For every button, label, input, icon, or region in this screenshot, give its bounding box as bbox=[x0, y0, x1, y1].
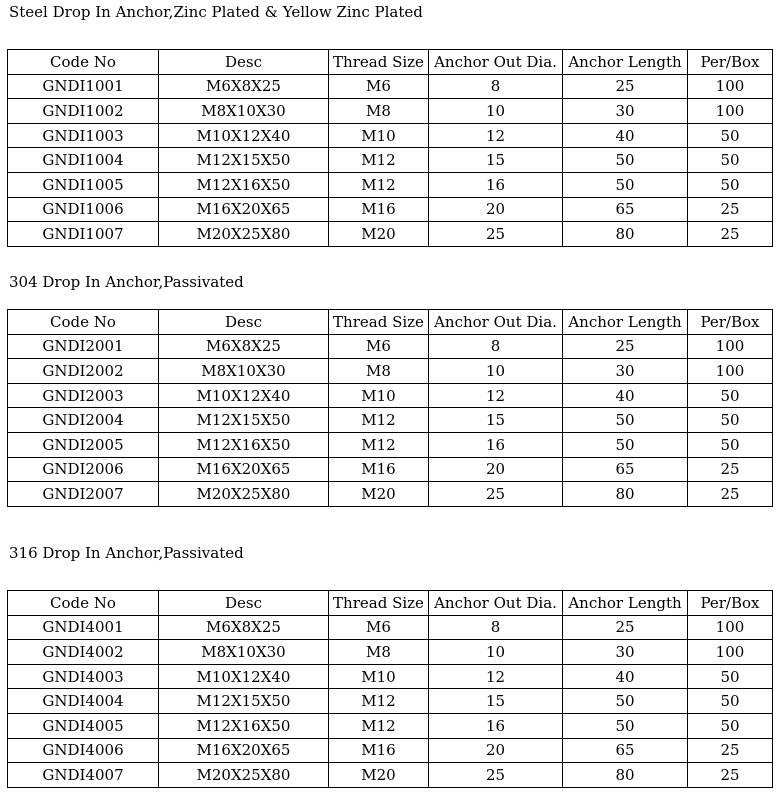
table-cell: M12 bbox=[329, 713, 429, 738]
column-header: Desc bbox=[159, 310, 329, 335]
table-cell: M12X16X50 bbox=[159, 432, 329, 457]
table-row bbox=[8, 222, 773, 247]
table-row bbox=[8, 148, 773, 173]
table-cell: 50 bbox=[688, 664, 773, 689]
table-row bbox=[8, 123, 773, 148]
spec-table bbox=[7, 49, 773, 247]
table-cell: 20 bbox=[429, 197, 563, 222]
table-cell: GNDI4004 bbox=[8, 689, 159, 714]
table-cell: M16 bbox=[329, 197, 429, 222]
table-cell: GNDI2006 bbox=[8, 457, 159, 482]
table-cell: 8 bbox=[429, 334, 563, 359]
table-cell: 10 bbox=[429, 359, 563, 384]
table-cell: GNDI2003 bbox=[8, 383, 159, 408]
table-cell: M16X20X65 bbox=[159, 197, 329, 222]
column-header: Anchor Out Dia. bbox=[429, 310, 563, 335]
table-cell: 50 bbox=[563, 408, 688, 433]
table-row bbox=[8, 763, 773, 788]
table-cell: 50 bbox=[688, 123, 773, 148]
table-cell: 100 bbox=[688, 334, 773, 359]
table-cell: 65 bbox=[563, 738, 688, 763]
table-cell: 30 bbox=[563, 359, 688, 384]
table-cell: 20 bbox=[429, 457, 563, 482]
table-cell: GNDI1001 bbox=[8, 74, 159, 99]
table-cell: 25 bbox=[563, 74, 688, 99]
table-cell: M16 bbox=[329, 457, 429, 482]
table-cell: 10 bbox=[429, 640, 563, 665]
column-header: Anchor Length bbox=[563, 310, 688, 335]
table-cell: M12X15X50 bbox=[159, 689, 329, 714]
table-cell: 25 bbox=[688, 222, 773, 247]
table-cell: M12 bbox=[329, 408, 429, 433]
table-header-row bbox=[8, 310, 773, 335]
table-cell: GNDI4006 bbox=[8, 738, 159, 763]
table-cell: M12 bbox=[329, 148, 429, 173]
table-cell: 15 bbox=[429, 148, 563, 173]
table-cell: 50 bbox=[563, 713, 688, 738]
table-cell: GNDI1005 bbox=[8, 172, 159, 197]
table-row bbox=[8, 197, 773, 222]
table-cell: 50 bbox=[563, 172, 688, 197]
table-cell: 25 bbox=[429, 482, 563, 507]
table-cell: 50 bbox=[688, 383, 773, 408]
table-cell: M12X15X50 bbox=[159, 408, 329, 433]
table-cell: GNDI4003 bbox=[8, 664, 159, 689]
table-row bbox=[8, 408, 773, 433]
table-cell: M6X8X25 bbox=[159, 74, 329, 99]
table-row bbox=[8, 664, 773, 689]
table-cell: 12 bbox=[429, 383, 563, 408]
table-cell: 20 bbox=[429, 738, 563, 763]
table-cell: M20X25X80 bbox=[159, 482, 329, 507]
column-header: Desc bbox=[159, 591, 329, 616]
table-cell: M6X8X25 bbox=[159, 615, 329, 640]
table-row bbox=[8, 457, 773, 482]
table-cell: GNDI1004 bbox=[8, 148, 159, 173]
table-cell: 25 bbox=[429, 763, 563, 788]
table-cell: 100 bbox=[688, 99, 773, 124]
table-cell: 40 bbox=[563, 664, 688, 689]
table-cell: M12 bbox=[329, 689, 429, 714]
column-header: Anchor Out Dia. bbox=[429, 50, 563, 75]
table-cell: M16X20X65 bbox=[159, 738, 329, 763]
table-cell: 8 bbox=[429, 615, 563, 640]
table-cell: GNDI4001 bbox=[8, 615, 159, 640]
table-cell: GNDI4007 bbox=[8, 763, 159, 788]
table-cell: M8 bbox=[329, 99, 429, 124]
column-header: Per/Box bbox=[688, 50, 773, 75]
table-cell: M20X25X80 bbox=[159, 222, 329, 247]
table-cell: GNDI4002 bbox=[8, 640, 159, 665]
table-cell: M8X10X30 bbox=[159, 359, 329, 384]
table-cell: 10 bbox=[429, 99, 563, 124]
table-cell: 25 bbox=[563, 615, 688, 640]
table-cell: 40 bbox=[563, 123, 688, 148]
table-row bbox=[8, 334, 773, 359]
table-cell: 30 bbox=[563, 640, 688, 665]
table-cell: M20X25X80 bbox=[159, 763, 329, 788]
table-cell: 15 bbox=[429, 408, 563, 433]
table-cell: 25 bbox=[563, 334, 688, 359]
column-header: Anchor Length bbox=[563, 50, 688, 75]
column-header: Desc bbox=[159, 50, 329, 75]
table-header-row bbox=[8, 591, 773, 616]
table-cell: 50 bbox=[688, 713, 773, 738]
table-row bbox=[8, 432, 773, 457]
column-header: Thread Size bbox=[329, 591, 429, 616]
table-cell: 50 bbox=[563, 689, 688, 714]
table-row bbox=[8, 172, 773, 197]
table-cell: M20 bbox=[329, 222, 429, 247]
table-cell: 65 bbox=[563, 457, 688, 482]
column-header: Anchor Length bbox=[563, 591, 688, 616]
table-cell: 80 bbox=[563, 763, 688, 788]
table-cell: 100 bbox=[688, 640, 773, 665]
table-cell: 16 bbox=[429, 713, 563, 738]
table-cell: GNDI2007 bbox=[8, 482, 159, 507]
table-cell: M6 bbox=[329, 74, 429, 99]
table-cell: 80 bbox=[563, 222, 688, 247]
table-cell: M16 bbox=[329, 738, 429, 763]
table-cell: M6X8X25 bbox=[159, 334, 329, 359]
table-cell: M6 bbox=[329, 334, 429, 359]
section-title: Steel Drop In Anchor,Zinc Plated & Yellow Zinc Plated bbox=[9, 3, 423, 21]
table-cell: M10X12X40 bbox=[159, 123, 329, 148]
column-header: Thread Size bbox=[329, 310, 429, 335]
table-cell: M10 bbox=[329, 383, 429, 408]
table-cell: 25 bbox=[688, 763, 773, 788]
table-row bbox=[8, 640, 773, 665]
table-cell: M10X12X40 bbox=[159, 664, 329, 689]
table-cell: 80 bbox=[563, 482, 688, 507]
table-cell: 12 bbox=[429, 664, 563, 689]
table-cell: 50 bbox=[688, 689, 773, 714]
table-cell: M8 bbox=[329, 359, 429, 384]
table-cell: 30 bbox=[563, 99, 688, 124]
table-cell: 12 bbox=[429, 123, 563, 148]
table-cell: 50 bbox=[688, 172, 773, 197]
table-cell: M10X12X40 bbox=[159, 383, 329, 408]
table-cell: 100 bbox=[688, 359, 773, 384]
section-title: 304 Drop In Anchor,Passivated bbox=[9, 273, 244, 291]
table-cell: GNDI2004 bbox=[8, 408, 159, 433]
table-cell: 25 bbox=[688, 482, 773, 507]
table-cell: 25 bbox=[429, 222, 563, 247]
table-cell: M8X10X30 bbox=[159, 99, 329, 124]
column-header: Code No bbox=[8, 591, 159, 616]
table-row bbox=[8, 615, 773, 640]
table-cell: 25 bbox=[688, 738, 773, 763]
table-cell: 15 bbox=[429, 689, 563, 714]
table-cell: M8 bbox=[329, 640, 429, 665]
table-cell: GNDI1002 bbox=[8, 99, 159, 124]
table-row bbox=[8, 99, 773, 124]
table-cell: GNDI2005 bbox=[8, 432, 159, 457]
table-cell: M12X15X50 bbox=[159, 148, 329, 173]
table-row bbox=[8, 738, 773, 763]
table-header-row bbox=[8, 50, 773, 75]
table-cell: 50 bbox=[688, 408, 773, 433]
table-cell: 65 bbox=[563, 197, 688, 222]
table-cell: 50 bbox=[688, 432, 773, 457]
table-cell: GNDI2001 bbox=[8, 334, 159, 359]
spec-table bbox=[7, 590, 773, 788]
table-cell: 25 bbox=[688, 457, 773, 482]
column-header: Code No bbox=[8, 310, 159, 335]
table-cell: GNDI1006 bbox=[8, 197, 159, 222]
table-cell: M12 bbox=[329, 432, 429, 457]
table-row bbox=[8, 482, 773, 507]
table-cell: M12X16X50 bbox=[159, 713, 329, 738]
table-cell: M20 bbox=[329, 763, 429, 788]
table-cell: M20 bbox=[329, 482, 429, 507]
table-row bbox=[8, 74, 773, 99]
table-cell: GNDI1003 bbox=[8, 123, 159, 148]
table-cell: 16 bbox=[429, 172, 563, 197]
table-cell: M10 bbox=[329, 123, 429, 148]
table-cell: M16X20X65 bbox=[159, 457, 329, 482]
table-cell: 40 bbox=[563, 383, 688, 408]
column-header: Thread Size bbox=[329, 50, 429, 75]
column-header: Code No bbox=[8, 50, 159, 75]
spec-table bbox=[7, 309, 773, 507]
table-cell: 8 bbox=[429, 74, 563, 99]
table-row bbox=[8, 383, 773, 408]
table-cell: M12X16X50 bbox=[159, 172, 329, 197]
column-header: Per/Box bbox=[688, 591, 773, 616]
table-cell: M8X10X30 bbox=[159, 640, 329, 665]
table-cell: 50 bbox=[563, 148, 688, 173]
table-row bbox=[8, 713, 773, 738]
table-cell: M12 bbox=[329, 172, 429, 197]
column-header: Anchor Out Dia. bbox=[429, 591, 563, 616]
table-cell: 50 bbox=[563, 432, 688, 457]
section-title: 316 Drop In Anchor,Passivated bbox=[9, 544, 244, 562]
column-header: Per/Box bbox=[688, 310, 773, 335]
table-cell: 100 bbox=[688, 615, 773, 640]
table-cell: GNDI1007 bbox=[8, 222, 159, 247]
table-cell: GNDI4005 bbox=[8, 713, 159, 738]
table-cell: 100 bbox=[688, 74, 773, 99]
table-cell: GNDI2002 bbox=[8, 359, 159, 384]
table-row bbox=[8, 689, 773, 714]
table-cell: 25 bbox=[688, 197, 773, 222]
table-cell: M6 bbox=[329, 615, 429, 640]
table-cell: 16 bbox=[429, 432, 563, 457]
table-cell: M10 bbox=[329, 664, 429, 689]
table-row bbox=[8, 359, 773, 384]
table-cell: 50 bbox=[688, 148, 773, 173]
